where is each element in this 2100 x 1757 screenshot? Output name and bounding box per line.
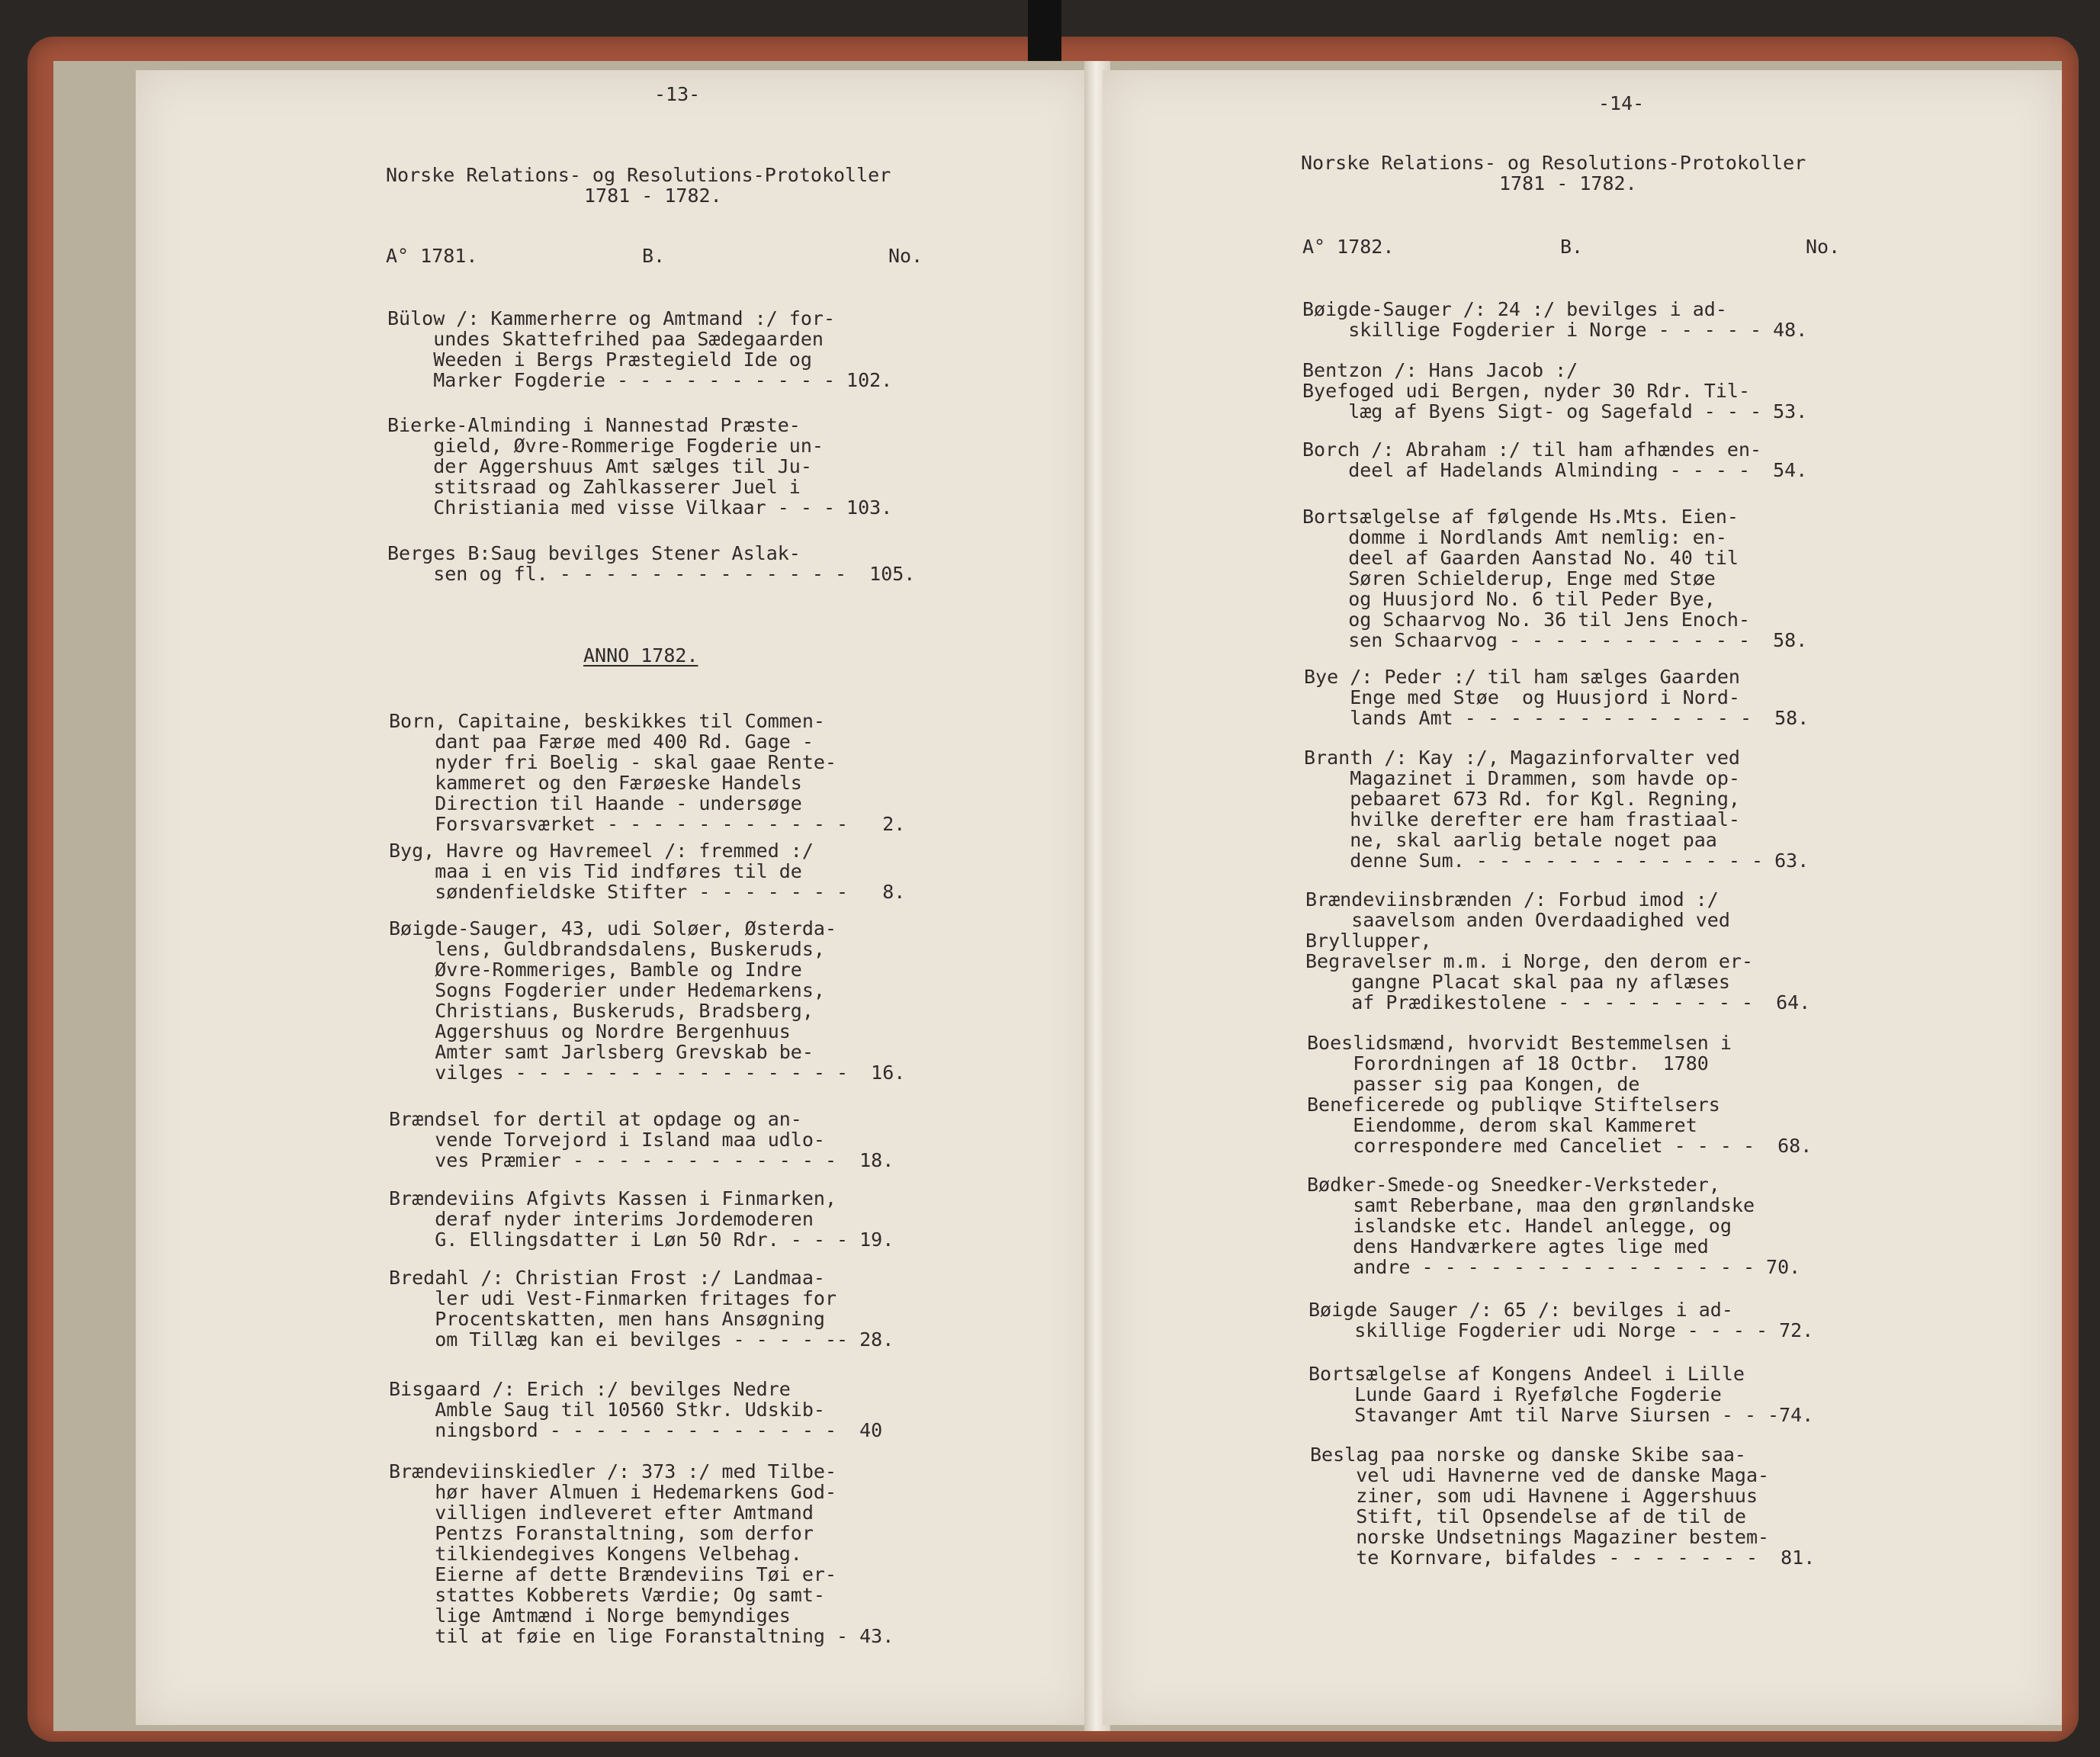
index-entry bbox=[1307, 1174, 1800, 1277]
column-letter: B. bbox=[1560, 236, 1584, 258]
entry-line: lige Amtmænd i Norge bemyndiges bbox=[389, 1604, 791, 1627]
entry-line: ziner, som udi Havnene i Aggershuus bbox=[1310, 1485, 1758, 1507]
index-entry bbox=[389, 840, 905, 902]
section-title: ANNO 1782. bbox=[583, 644, 698, 667]
page-number: -14- bbox=[1598, 92, 1645, 114]
entry-line: Bøigde-Sauger /: 24 :/ bevilges i ad- bbox=[1302, 298, 1727, 320]
entry-line: Bye /: Peder :/ til ham sælges Gaarden bbox=[1304, 666, 1740, 688]
entry-line: Bülow /: Kammerherre og Amtmand :/ for- bbox=[387, 307, 835, 329]
entry-line: nyder fri Boelig - skal gaae Rente- bbox=[389, 751, 836, 773]
entry-line: Boeslidsmænd, hvorvidt Bestemmelsen i bbox=[1307, 1032, 1732, 1054]
column-letter: B. bbox=[642, 245, 666, 267]
entry-line: passer sig paa Kongen, de bbox=[1307, 1073, 1640, 1095]
entry-line: om Tillæg kan ei bevilges - - - - -- 28. bbox=[389, 1328, 894, 1351]
entry-line: Berges B:Saug bevilges Stener Aslak- bbox=[387, 542, 801, 564]
entry-line: Bisgaard /: Erich :/ bevilges Nedre bbox=[389, 1378, 791, 1400]
entry-line: gield, Øvre-Rommerige Fogderie un- bbox=[387, 435, 824, 457]
right-page bbox=[1103, 70, 2062, 1725]
entry-line: Brændeviinsbrænden /: Forbud imod :/ bbox=[1305, 888, 1719, 911]
entry-line: og Huusjord No. 6 til Peder Bye, bbox=[1302, 588, 1716, 610]
entry-line: Bierke-Alminding i Nannestad Præste- bbox=[387, 414, 801, 436]
index-entry bbox=[1308, 1299, 1813, 1341]
entry-line: Bredahl /: Christian Frost :/ Landmaa- bbox=[389, 1267, 825, 1289]
entry-line: af Prædikestolene - - - - - - - - - 64. bbox=[1305, 991, 1811, 1013]
entry-line: Lunde Gaard i Ryefølche Fogderie bbox=[1308, 1383, 1722, 1405]
entry-line: te Kornvare, bifaldes - - - - - - - 81. bbox=[1310, 1547, 1816, 1569]
entry-line: deel af Gaarden Aanstad No. 40 til bbox=[1302, 547, 1739, 569]
entry-line: domme i Nordlands Amt nemlig: en- bbox=[1302, 526, 1727, 548]
index-entry bbox=[1304, 747, 1809, 871]
entry-line: ningsbord - - - - - - - - - - - - - 40 bbox=[389, 1419, 883, 1441]
entry-line: Procentskatten, men hans Ansøgning bbox=[389, 1308, 825, 1330]
entry-line: Magazinet i Drammen, som havde op- bbox=[1304, 767, 1740, 789]
entry-line: deraf nyder interims Jordemoderen bbox=[389, 1208, 814, 1230]
entry-line: søndenfieldske Stifter - - - - - - - 8. bbox=[389, 881, 906, 903]
entry-line: Amble Saug til 10560 Stkr. Udskib- bbox=[389, 1399, 825, 1421]
index-entry bbox=[1310, 1444, 1815, 1568]
entry-line: skillige Fogderier udi Norge - - - - 72. bbox=[1308, 1319, 1814, 1341]
entry-line: ves Præmier - - - - - - - - - - - - 18. bbox=[389, 1149, 894, 1171]
entry-line: Bortsælgelse af følgende Hs.Mts. Eien- bbox=[1302, 506, 1739, 528]
entry-line: Bøigde Sauger /: 65 /: bevilges i ad- bbox=[1308, 1299, 1733, 1321]
entry-line: Christiania med visse Vilkaar - - - 103. bbox=[387, 496, 893, 519]
entry-line: Beneficerede og publiqve Stiftelsers bbox=[1307, 1094, 1720, 1116]
entry-line: tilkiendegives Kongens Velbehag. bbox=[389, 1543, 802, 1565]
entry-line: deel af Hadelands Alminding - - - - 54. bbox=[1302, 459, 1808, 481]
entry-line: maa i en vis Tid indføres til de bbox=[389, 860, 802, 882]
column-number: No. bbox=[1806, 236, 1841, 258]
entry-line: der Aggershuus Amt sælges til Ju- bbox=[387, 455, 812, 477]
entry-line: Beslag paa norske og danske Skibe saa- bbox=[1310, 1444, 1746, 1466]
index-entry bbox=[389, 1188, 894, 1250]
column-year: A° 1782. bbox=[1302, 236, 1395, 258]
entry-line: Brændsel for dertil at opdage og an- bbox=[389, 1108, 802, 1130]
entry-line: hør haver Almuen i Hedemarkens God- bbox=[389, 1481, 836, 1503]
index-entry bbox=[387, 543, 915, 584]
entry-line: dens Handværkere agtes lige med bbox=[1307, 1235, 1709, 1258]
entry-line: sen Schaarvog - - - - - - - - - - - 58. bbox=[1302, 629, 1808, 651]
entry-line: G. Ellingsdatter i Løn 50 Rdr. - - - 19. bbox=[389, 1229, 894, 1251]
entry-line: saavelsom anden Overdaadighed ved bbox=[1305, 909, 1730, 931]
entry-line: Born, Capitaine, beskikkes til Commen- bbox=[389, 710, 825, 732]
page-header-title: Norske Relations- og Resolutions-Protokoller bbox=[386, 164, 891, 186]
page-header-years: 1781 - 1782. bbox=[584, 185, 722, 207]
index-entry bbox=[1305, 889, 1810, 1013]
entry-line: ne, skal aarlig betale noget paa bbox=[1304, 829, 1717, 851]
entry-line: dant paa Færøe med 400 Rd. Gage - bbox=[389, 731, 814, 753]
entry-line: Bryllupper, bbox=[1305, 930, 1432, 952]
index-entry bbox=[1304, 667, 1809, 728]
entry-line: stitsraad og Zahlkasserer Juel i bbox=[387, 476, 801, 498]
entry-line: Enge med Støe og Huusjord i Nord- bbox=[1304, 686, 1740, 708]
entry-line: Bøigde-Sauger, 43, udi Soløer, Østerda- bbox=[389, 917, 836, 940]
entry-line: correspondere med Canceliet - - - - 68. bbox=[1307, 1135, 1813, 1157]
entry-line: Byefoged udi Bergen, nyder 30 Rdr. Til- bbox=[1302, 380, 1750, 402]
index-entry bbox=[389, 1109, 894, 1171]
entry-line: Eierne af dette Brændeviins Tøi er- bbox=[389, 1563, 836, 1585]
entry-line: til at føie en lige Foranstaltning - 43. bbox=[389, 1625, 894, 1647]
entry-line: Byg, Havre og Havremeel /: fremmed :/ bbox=[389, 840, 814, 862]
entry-line: Forordningen af 18 Octbr. 1780 bbox=[1307, 1052, 1709, 1074]
index-entry bbox=[389, 1267, 894, 1350]
entry-line: lands Amt - - - - - - - - - - - - - 58. bbox=[1304, 707, 1809, 729]
background-edge bbox=[1028, 0, 1061, 61]
entry-line: gangne Placat skal paa ny aflæses bbox=[1305, 971, 1730, 993]
entry-line: Eiendomme, derom skal Kammeret bbox=[1307, 1114, 1697, 1136]
index-entry bbox=[1302, 439, 1807, 480]
left-page bbox=[136, 70, 1093, 1725]
column-number: No. bbox=[888, 245, 923, 267]
index-entry bbox=[1302, 299, 1807, 340]
entry-line: Bortsælgelse af Kongens Andeel i Lille bbox=[1308, 1363, 1745, 1385]
index-entry bbox=[387, 415, 892, 518]
entry-line: Aggershuus og Nordre Bergenhuus bbox=[389, 1020, 791, 1042]
entry-line: sen og fl. - - - - - - - - - - - - - 105. bbox=[387, 563, 916, 585]
entry-line: Søren Schielderup, Enge med Støe bbox=[1302, 567, 1716, 589]
entry-line: Sogns Fogderier under Hedemarkens, bbox=[389, 979, 825, 1001]
entry-line: hvilke derefter ere ham frastiaal- bbox=[1304, 808, 1740, 830]
index-entry bbox=[1307, 1033, 1812, 1156]
entry-line: Bentzon /: Hans Jacob :/ bbox=[1302, 359, 1578, 381]
entry-line: Forsvarsværket - - - - - - - - - - - 2. bbox=[389, 813, 906, 835]
entry-line: Borch /: Abraham :/ til ham afhændes en- bbox=[1302, 438, 1762, 461]
index-entry bbox=[389, 1379, 882, 1441]
page-header-title: Norske Relations- og Resolutions-Protokoller bbox=[1301, 152, 1806, 174]
entry-line: ler udi Vest-Finmarken fritages for bbox=[389, 1287, 836, 1309]
entry-line: undes Skattefrihed paa Sædegaarden bbox=[387, 328, 824, 350]
entry-line: Direction til Haande - undersøge bbox=[389, 792, 802, 814]
page-number: -13- bbox=[654, 83, 701, 105]
entry-line: Marker Fogderie - - - - - - - - - - 102. bbox=[387, 369, 893, 391]
entry-line: Brændeviinskiedler /: 373 :/ med Tilbe- bbox=[389, 1460, 836, 1482]
entry-line: villigen indleveret efter Amtmand bbox=[389, 1502, 814, 1524]
entry-line: Amter samt Jarlsberg Grevskab be- bbox=[389, 1041, 814, 1063]
index-entry bbox=[1302, 506, 1807, 650]
entry-line: Pentzs Foranstaltning, som derfor bbox=[389, 1522, 814, 1544]
entry-line: denne Sum. - - - - - - - - - - - - - 63. bbox=[1304, 850, 1809, 872]
column-year: A° 1781. bbox=[386, 245, 478, 267]
entry-line: vel udi Havnerne ved de danske Maga- bbox=[1310, 1464, 1770, 1486]
entry-line: skillige Fogderier i Norge - - - - - 48. bbox=[1302, 319, 1808, 341]
entry-line: Brændeviins Afgivts Kassen i Finmarken, bbox=[389, 1187, 836, 1209]
entry-line: lens, Guldbrandsdalens, Buskeruds, bbox=[389, 938, 825, 960]
entry-line: Begravelser m.m. i Norge, den derom er- bbox=[1305, 950, 1753, 972]
entry-line: Øvre-Rommeriges, Bamble og Indre bbox=[389, 959, 802, 981]
entry-line: Branth /: Kay :/, Magazinforvalter ved bbox=[1304, 747, 1740, 769]
entry-line: islandske etc. Handel anlegge, og bbox=[1307, 1215, 1732, 1237]
entry-line: Christians, Buskeruds, Bradsberg, bbox=[389, 1000, 814, 1022]
entry-line: norske Undsetnings Magaziner bestem- bbox=[1310, 1526, 1770, 1548]
entry-line: og Schaarvog No. 36 til Jens Enoch- bbox=[1302, 609, 1750, 631]
entry-line: vende Torvejord i Island maa udlo- bbox=[389, 1129, 825, 1151]
index-entry bbox=[387, 308, 892, 390]
index-entry bbox=[389, 711, 905, 834]
entry-line: samt Reberbane, maa den grønlandske bbox=[1307, 1194, 1755, 1216]
entry-line: kammeret og den Færøeske Handels bbox=[389, 772, 802, 794]
entry-line: Stift, til Opsendelse af de til de bbox=[1310, 1505, 1746, 1527]
entry-line: Weeden i Bergs Præstegield Ide og bbox=[387, 349, 812, 371]
entry-line: læg af Byens Sigt- og Sagefald - - - 53. bbox=[1302, 400, 1808, 422]
index-entry bbox=[1302, 360, 1807, 422]
entry-line: stattes Kobberets Værdie; Og samt- bbox=[389, 1584, 825, 1606]
entry-line: Stavanger Amt til Narve Siursen - - -74. bbox=[1308, 1404, 1814, 1426]
index-entry bbox=[1308, 1364, 1813, 1425]
entry-line: pebaaret 673 Rd. for Kgl. Regning, bbox=[1304, 788, 1740, 810]
index-entry bbox=[389, 918, 905, 1083]
entry-line: vilges - - - - - - - - - - - - - - - 16. bbox=[389, 1062, 906, 1084]
entry-line: andre - - - - - - - - - - - - - - - 70. bbox=[1307, 1256, 1801, 1278]
page-header-years: 1781 - 1782. bbox=[1499, 172, 1637, 194]
entry-line: Bødker-Smede-og Sneedker-Verksteder, bbox=[1307, 1174, 1720, 1196]
index-entry bbox=[389, 1461, 894, 1646]
